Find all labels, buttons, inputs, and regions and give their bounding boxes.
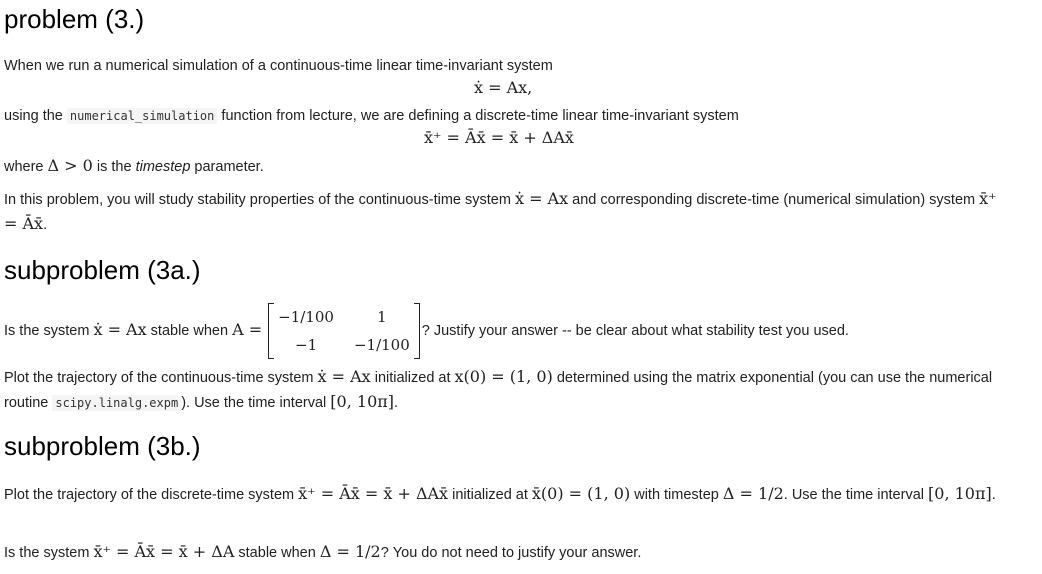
study-continuous-math: ẋ = Ax [514, 189, 569, 208]
sub3b-time-interval-math: [0, 10π] [928, 484, 992, 503]
sub3a-q-system-math: ẋ = Ax [93, 320, 147, 339]
matrix-cell: −1 [295, 336, 318, 355]
where-prefix: where [4, 159, 44, 175]
sub3b-q-mid: stable when [238, 545, 316, 561]
sub3a-q-suffix: ? Justify your answer -- be clear about what stability test you used. [421, 323, 849, 339]
where-is: is the [96, 159, 132, 175]
using-paragraph [4, 104, 739, 128]
intro-text: When we run a numerical simulation of a continuous-time linear time-invariant system [4, 58, 553, 74]
matrix-cell: −1/100 [278, 308, 334, 327]
matrix-cell: −1/100 [353, 336, 410, 355]
numerical-simulation-code: numerical_simulation [67, 108, 218, 124]
sub3b-stability-question [4, 540, 641, 565]
study-prefix: In this problem, you will study stability properties of the continuous-time system [4, 192, 511, 208]
sub3b-timestep-math: Δ = 1/2 [722, 484, 784, 503]
sub3b-plot-system-math: x̄⁺ = Āx̄ = x̄ + ΔAx̄ [298, 484, 449, 503]
timestep-emphasis: timestep [135, 159, 191, 175]
sub3a-plot-mid3: ). Use the time interval [181, 395, 327, 411]
sub3a-initial-condition-math: x(0) = (1, 0) [454, 367, 553, 386]
sub3b-plot-mid3: . Use the time interval [783, 487, 924, 503]
sub3b-plot-end: . [991, 487, 996, 503]
sub3a-plot-paragraph [4, 365, 1004, 415]
continuous-system-equation: ẋ = Ax, [474, 78, 533, 97]
sub3a-plot-system-math: ẋ = Ax [317, 367, 371, 386]
scipy-expm-code: scipy.linalg.expm [52, 395, 181, 411]
matrix-a [268, 303, 420, 359]
sub3b-q-suffix: ? You do not need to justify your answer. [380, 545, 642, 561]
sub3a-plot-mid2: determined using the matrix exponential (you can use the numerical routine [4, 370, 993, 411]
using-suffix: function from lecture, we are defining a discrete-time linear time-invariant system [221, 108, 739, 124]
sub3b-initial-condition-math: x̄(0) = (1, 0) [531, 484, 631, 503]
sub3a-stability-question [4, 301, 849, 359]
sub3a-plot-mid1: initialized at [374, 370, 451, 386]
problem-heading: problem (3.) [4, 4, 145, 34]
sub3a-time-interval-math: [0, 10π] [330, 392, 395, 411]
sub3b-plot-mid1: initialized at [452, 487, 528, 503]
using-prefix: using the [4, 108, 63, 124]
matrix-cell: 1 [377, 308, 387, 327]
sub3a-q-prefix: Is the system [4, 323, 90, 339]
discrete-system-equation: x̄⁺ = Āx̄ = x̄ + ΔAx̄ [424, 128, 574, 147]
sub3b-plot-prefix: Plot the trajectory of the discrete-time system [4, 487, 295, 503]
where-paragraph [4, 154, 264, 179]
study-paragraph [4, 187, 1004, 237]
study-mid: and corresponding discrete-time (numerical simulation) system [572, 192, 976, 208]
sub3b-plot-mid2: with timestep [634, 487, 719, 503]
sub3a-plot-end: . [394, 395, 399, 411]
sub3a-plot-prefix: Plot the trajectory of the continuous-time system [4, 370, 314, 386]
timestep-condition-math: Δ > 0 [47, 156, 93, 175]
intro-paragraph [4, 54, 553, 78]
where-suffix: parameter. [194, 159, 264, 175]
sub3b-q-timestep-math: Δ = 1/2 [319, 542, 381, 561]
study-discrete-math: x̄⁺ = Āx̄ [4, 189, 997, 233]
sub3a-q-matrix-label: A = [232, 320, 263, 339]
sub3a-q-mid: stable when [150, 323, 229, 339]
sub3b-q-system-math: x̄⁺ = Āx̄ = x̄ + ΔA [93, 542, 235, 561]
sub3b-q-prefix: Is the system [4, 545, 90, 561]
study-end: . [43, 217, 48, 233]
subproblem-3b-heading: subproblem (3b.) [4, 431, 201, 461]
subproblem-3a-heading: subproblem (3a.) [4, 255, 201, 285]
sub3b-plot-paragraph [4, 482, 1004, 507]
